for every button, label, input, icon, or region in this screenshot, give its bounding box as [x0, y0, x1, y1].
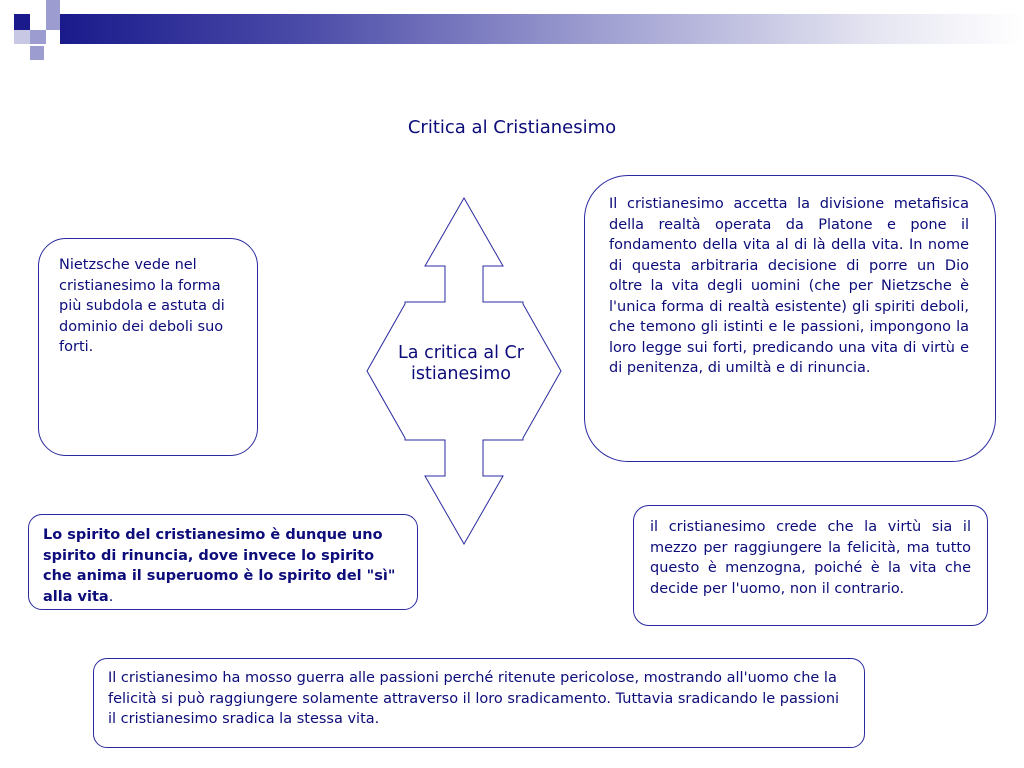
- slide-title: Critica al Cristianesimo: [407, 117, 617, 138]
- bottom-left-text-box: [28, 514, 418, 610]
- left-text-box: [38, 238, 258, 456]
- decor-square: [30, 0, 46, 14]
- decor-square: [30, 46, 44, 60]
- decor-square: [30, 14, 46, 30]
- bottom-right-text-box: [633, 505, 988, 626]
- bottom-left-text: Lo spirito del cristianesimo è dunque uno spirito di rinuncia, dove invece lo spirito che anima il superuomo è lo spirito del "sì" alla vita: [43, 527, 396, 605]
- bottom-text-box: [93, 658, 865, 748]
- decor-square: [30, 30, 46, 44]
- decor-square: [46, 14, 60, 30]
- decor-square: [46, 0, 60, 14]
- decor-square: [14, 14, 30, 30]
- left-text: Nietzsche vede nel cristianesimo la forma più subdola e astuta di dominio dei deboli suo forti.: [59, 257, 225, 355]
- bottom-left-period: .: [108, 588, 114, 605]
- header-band: [60, 14, 1024, 44]
- center-label: La critica al Cristianesimo: [398, 343, 524, 384]
- bottom-right-text: il cristianesimo crede che la virtù sia il mezzo per raggiungere la felicità, ma tutto questo è menzogna, poiché è la vita che decide per l'uomo, non il contrario.: [650, 519, 971, 597]
- right-top-text: Il cristianesimo accetta la divisione metafisica della realtà operata da Platone e pone il fondamento della vita al di là della vita. In nome di questa arbitraria decisione di porre un Dio oltre la vita degli uomini (che per Nietzsche è l'unica forma di realtà esistente) gli spiriti deboli, che temono gli istinti e le passioni, impongono la loro legge sui forti, predicando una vita di virtù e di penitenza, di umiltà e di rinuncia.: [609, 196, 969, 376]
- right-top-text-box: [584, 175, 996, 462]
- bottom-text: Il cristianesimo ha mosso guerra alle passioni perché ritenute pericolose, mostrando all'uomo che la felicità si può raggiungere solamente attraverso il loro sradicamento. Tuttavia sradicando le passioni il cristianesimo sradica la stessa vita.: [108, 670, 840, 727]
- decor-square: [14, 30, 30, 44]
